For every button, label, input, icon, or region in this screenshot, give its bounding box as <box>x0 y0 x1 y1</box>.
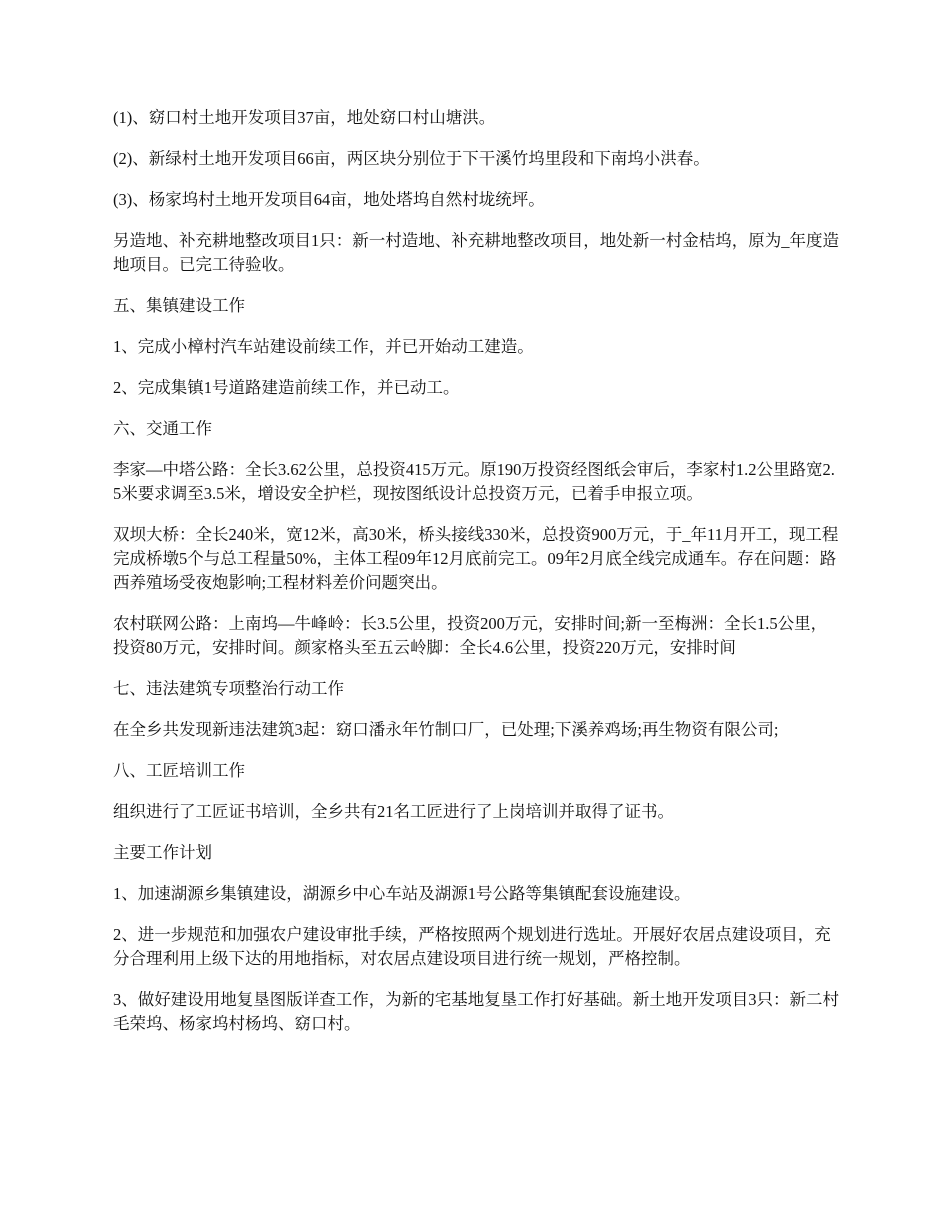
paragraph-craftsman-training: 组织进行了工匠证书培训，全乡共有21名工匠进行了上岗培训并取得了证书。 <box>113 802 674 821</box>
paragraph-item-1: (1)、窈口村土地开发项目37亩，地处窈口村山塘洪。 <box>113 108 496 127</box>
paragraph-plan-1: 1、加速湖源乡集镇建设，湖源乡中心车站及湖源1号公路等集镇配套设施建设。 <box>113 884 691 903</box>
section-heading-transport: 六、交通工作 <box>113 419 212 438</box>
paragraph-rural-roads: 农村联网公路：上南坞—牛峰岭：长3.5公里，投资200万元，安排时间;新一至梅洲：全长1.5公里，投资80万元，安排时间。颜家格头至五云岭脚：全长4.6公里，投资220万元，安排时间 <box>113 614 828 657</box>
paragraph-item-2: (2)、新绿村土地开发项目66亩，两区块分别位于下干溪竹坞里段和下南坞小洪春。 <box>113 149 710 168</box>
paragraph-extra-project: 另造地、补充耕地整改项目1只：新一村造地、补充耕地整改项目，地处新一村金桔坞，原为_年度造地项目。已完工待验收。 <box>113 231 839 274</box>
paragraph-road-lijia: 李家—中塔公路：全长3.62公里，总投资415万元。原190万投资经图纸会审后，李家村1.2公里路宽2.5米要求调至3.5米，增设安全护栏，现按图纸设计总投资万元，已着手申报立项。 <box>113 460 835 503</box>
paragraph-plan-2: 2、进一步规范和加强农户建设审批手续，严格按照两个规划进行选址。开展好农居点建设项目，充分合理利用上级下达的用地指标，对农居点建设项目进行统一规划，严格控制。 <box>113 925 831 968</box>
paragraph-town-1: 1、完成小樟村汽车站建设前续工作，并已开始动工建造。 <box>113 337 534 356</box>
paragraph-plan-3: 3、做好建设用地复垦图版详查工作，为新的宅基地复垦工作打好基础。新土地开发项目3只：新二村毛荣坞、杨家坞村杨坞、窈口村。 <box>113 990 839 1033</box>
section-heading-illegal-buildings: 七、违法建筑专项整治行动工作 <box>113 679 344 698</box>
paragraph-bridge: 双坝大桥：全长240米，宽12米，高30米，桥头接线330米，总投资900万元，于_年11月开工，现工程完成桥墩5个与总工程量50%，主体工程09年12月底前完工。09年2月底全线完成通车。存在问题：路西养殖场受夜炮影响;工程材料差价问题突出。 <box>113 525 839 592</box>
section-heading-work-plan: 主要工作计划 <box>113 843 212 862</box>
section-heading-town-construction: 五、集镇建设工作 <box>113 296 245 315</box>
paragraph-town-2: 2、完成集镇1号道路建造前续工作，并已动工。 <box>113 378 460 397</box>
document-body <box>113 106 843 1053</box>
section-heading-craftsman-training: 八、工匠培训工作 <box>113 761 245 780</box>
paragraph-item-3: (3)、杨家坞村土地开发项目64亩，地处塔坞自然村垅统坪。 <box>113 190 545 209</box>
paragraph-illegal-buildings: 在全乡共发现新违法建筑3起：窈口潘永年竹制口厂，已处理;下溪养鸡场;再生物资有限公司; <box>113 720 779 739</box>
